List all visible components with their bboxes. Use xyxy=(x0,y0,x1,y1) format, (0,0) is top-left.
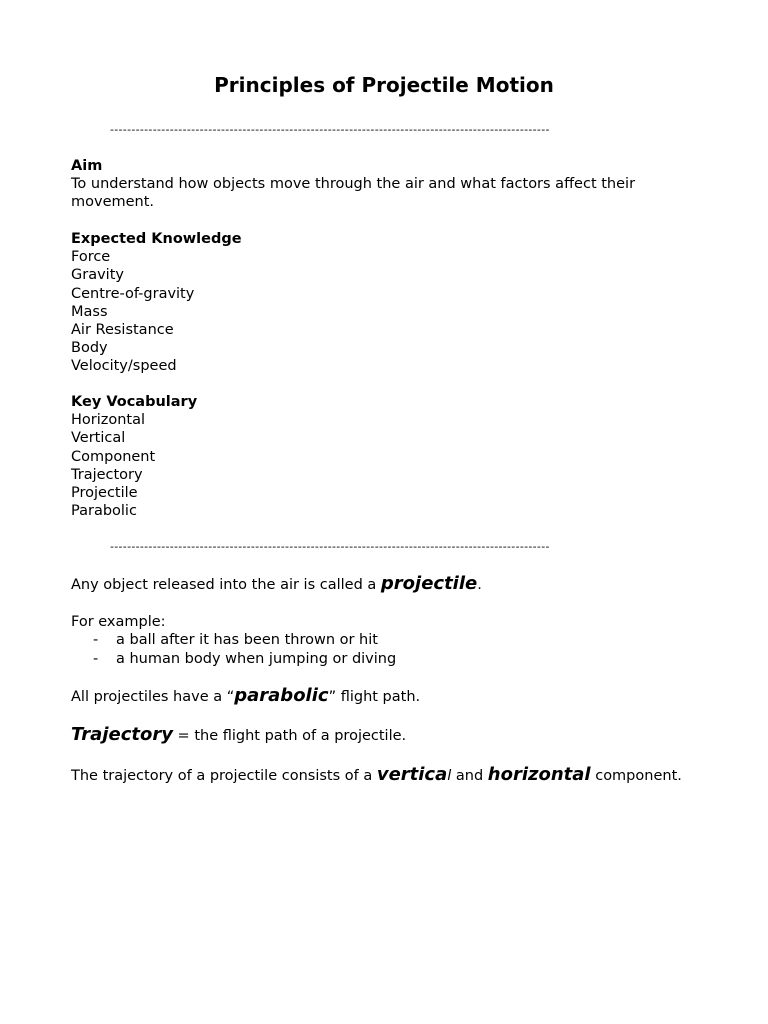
example-intro: For example: xyxy=(71,614,166,630)
knowledge-item: Gravity xyxy=(71,267,124,284)
bullet-marker: - xyxy=(93,651,99,667)
key-vocabulary-heading: Key Vocabulary xyxy=(71,394,198,410)
bullet-marker: - xyxy=(93,632,99,648)
aim-heading: Aim xyxy=(71,158,103,174)
expected-knowledge-heading: Expected Knowledge xyxy=(71,231,242,247)
example-bullet xyxy=(93,631,378,650)
projectile-sentence-start: Any object released into the air is called a xyxy=(71,577,381,593)
divider-top: ------------------------------------------------------------------------------------------------------- xyxy=(110,123,550,136)
trajectory-term: Trajectory xyxy=(71,724,173,745)
components-sentence-start: The trajectory of a projectile consists of a xyxy=(71,768,377,784)
horizontal-term: horizontal xyxy=(487,764,591,785)
vertical-term-tail: l xyxy=(447,768,452,784)
components-sentence-end: component. xyxy=(590,768,682,784)
divider-middle: ------------------------------------------------------------------------------------------------------- xyxy=(110,540,550,553)
parabolic-sentence-start: All projectiles have a “ xyxy=(71,689,235,705)
knowledge-item: Air Resistance xyxy=(71,322,174,339)
vocabulary-item: Component xyxy=(71,448,156,465)
parabolic-term: parabolic xyxy=(234,685,329,706)
page-title: Principles of Projectile Motion xyxy=(214,73,554,97)
knowledge-item: Mass xyxy=(71,303,108,320)
example-item: a human body when jumping or diving xyxy=(116,651,397,667)
expected-knowledge-section xyxy=(71,230,711,376)
components-sentence xyxy=(71,765,751,786)
vocabulary-item: Vertical xyxy=(71,430,126,447)
knowledge-item: Centre-of-gravity xyxy=(71,285,195,302)
knowledge-item: Body xyxy=(71,340,108,357)
projectile-sentence xyxy=(71,574,751,595)
projectile-sentence-end: . xyxy=(477,577,482,593)
aim-text-line2: movement. xyxy=(71,194,155,211)
knowledge-item: Velocity/speed xyxy=(71,358,177,375)
components-sentence-middle: and xyxy=(451,768,488,784)
example-bullet xyxy=(93,650,396,669)
vocabulary-item: Parabolic xyxy=(71,503,137,520)
parabolic-sentence-end: ” flight path. xyxy=(328,689,421,705)
projectile-term: projectile xyxy=(380,573,478,594)
key-vocabulary-section xyxy=(71,393,711,520)
vocabulary-item: Trajectory xyxy=(71,466,143,483)
aim-section xyxy=(71,157,711,212)
vocabulary-item: Projectile xyxy=(71,485,138,502)
parabolic-sentence xyxy=(71,686,751,707)
aim-text-line1: To understand how objects move through the air and what factors affect their xyxy=(71,176,636,193)
vertical-term: vertica xyxy=(376,764,448,785)
trajectory-definition-text: = the flight path of a projectile. xyxy=(172,728,407,744)
trajectory-definition xyxy=(71,725,751,746)
vocabulary-item: Horizontal xyxy=(71,412,146,429)
knowledge-item: Force xyxy=(71,249,111,266)
example-item: a ball after it has been thrown or hit xyxy=(116,632,378,648)
